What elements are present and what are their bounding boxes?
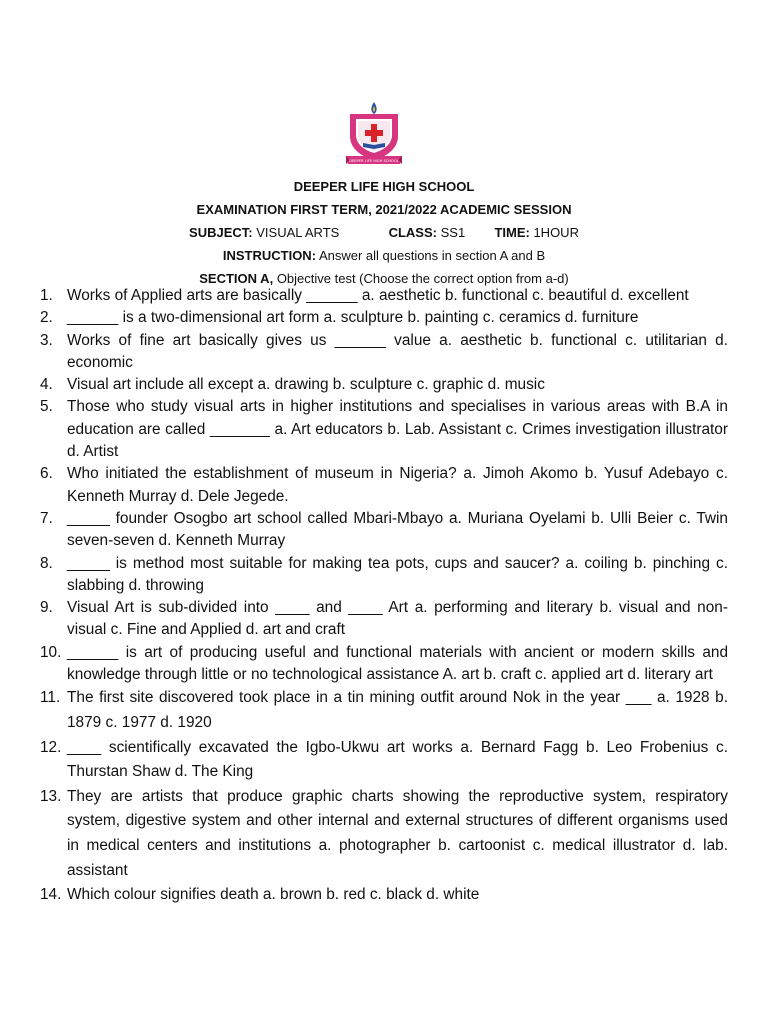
- question-item: [40, 285, 728, 307]
- question-text: Those who study visual arts in higher institutions and specialises in various areas with B.A in education are called _______ a. Art educators b. Lab. Assistant c. Crimes investigation illustrator d. Artist: [67, 398, 728, 461]
- question-text: The first site discovered took place in a tin mining outfit around Nok in the year ___ a. 1928 b. 1879 c. 1977 d. 1920: [67, 689, 728, 731]
- time-label: TIME:: [494, 225, 530, 240]
- instruction-line: [0, 244, 768, 267]
- question-text: Which colour signifies death a. brown b. red c. black d. white: [67, 886, 480, 904]
- question-number: 10.: [40, 643, 62, 661]
- instruction-label: INSTRUCTION:: [222, 248, 317, 263]
- question-item: [40, 374, 728, 396]
- question-text: Works of Applied arts are basically ______ a. aesthetic b. functional c. beautiful d. excellent: [67, 287, 689, 304]
- question-item: [40, 736, 728, 785]
- question-text: _____ is method most suitable for making tea pots, cups and saucer? a. coiling b. pinching c. slabbing d. throwing: [67, 554, 728, 594]
- question-text: _____ founder Osogbo art school called Mbari-Mbayo a. Muriana Oyelami b. Ulli Beier c. Twin seven-seven d. Kenneth Murray: [67, 509, 728, 550]
- question-item: [40, 508, 728, 553]
- question-number: 5.: [40, 398, 53, 416]
- question-text: ____ scientifically excavated the Igbo-Ukwu art works a. Bernard Fagg b. Leo Frobenius c. Thurstan Shaw d. The King: [67, 738, 728, 781]
- question-text: Visual art include all except a. drawing b. sculpture c. graphic d. music: [67, 376, 545, 394]
- exam-header: [0, 175, 768, 290]
- section-text: Objective test (Choose the correct option from a-d): [276, 271, 569, 286]
- question-number: 1.: [40, 287, 53, 304]
- question-item: [40, 330, 728, 375]
- question-number: 6.: [40, 465, 53, 483]
- question-number: 13.: [40, 787, 62, 805]
- question-number: 7.: [40, 509, 53, 527]
- question-item: [40, 307, 728, 329]
- question-item: [40, 463, 728, 508]
- class-value: SS1: [440, 225, 466, 240]
- school-name: DEEPER LIFE HIGH SCHOOL: [293, 179, 475, 194]
- question-number: 12.: [40, 738, 62, 756]
- question-item: [40, 597, 728, 642]
- question-item: [40, 642, 728, 687]
- question-number: 3.: [40, 331, 53, 349]
- class-label: CLASS: [388, 225, 433, 240]
- question-item: [40, 553, 728, 598]
- question-number: 14.: [40, 886, 62, 904]
- question-number: 4.: [40, 376, 53, 394]
- subject-line: [0, 221, 768, 244]
- question-text: Visual Art is sub-divided into ____ and ____ Art a. performing and literary b. visual and non-visual c. Fine and Applied d. art and craft: [67, 599, 728, 639]
- school-crest-icon: [344, 100, 404, 168]
- crest-motto: DEEPER LIFE HIGH SCHOOL: [349, 159, 399, 163]
- question-text: They are artists that produce graphic charts showing the reproductive system, respiratory system, digestive system and other internal and external structures of different organisms used in medical centers and institutions a. photographer b. cartoonist c. medical illustrator d. lab. assistant: [67, 787, 728, 879]
- question-number: 2.: [40, 309, 53, 327]
- question-number: 11.: [40, 689, 61, 707]
- section-label: SECTION A,: [199, 271, 274, 286]
- class-colon: :: [432, 225, 437, 240]
- time-value: 1HOUR: [533, 225, 579, 240]
- question-item: [40, 686, 728, 735]
- question-text: Who initiated the establishment of museum in Nigeria? a. Jimoh Akomo b. Yusuf Adebayo c. Kenneth Murray d. Dele Jegede.: [67, 465, 728, 505]
- question-text: ______ is a two-dimensional art form a. sculpture b. painting c. ceramics d. furniture: [67, 309, 639, 327]
- subject-label: SUBJECT:: [189, 225, 253, 240]
- exam-title: EXAMINATION FIRST TERM, 2021/2022 ACADEMIC SESSION: [196, 202, 572, 217]
- question-item: [40, 396, 728, 463]
- question-text: Works of fine art basically gives us ______ value a. aesthetic b. functional c. utilitarian d. economic: [67, 331, 728, 371]
- question-item: [40, 883, 728, 907]
- instruction-text: Answer all questions in section A and B: [318, 248, 546, 263]
- question-number: 8.: [40, 554, 53, 572]
- question-number: 9.: [40, 599, 53, 617]
- question-text: ______ is art of producing useful and functional materials with ancient or modern skills and knowledge through little or no technological assistance A. art b. craft c. applied art d. literary art: [67, 643, 728, 684]
- subject-value: VISUAL ARTS: [256, 225, 340, 240]
- question-item: [40, 785, 728, 883]
- question-list: [40, 285, 728, 907]
